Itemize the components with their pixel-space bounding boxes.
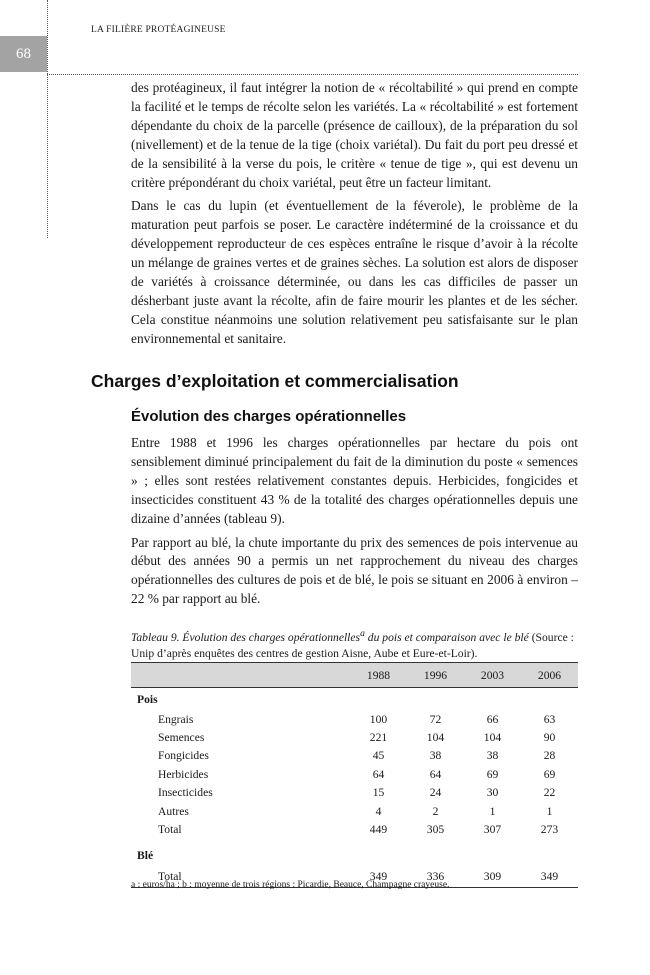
- table-cell: 305: [426, 823, 445, 837]
- table-row: [131, 747, 578, 765]
- column-header: 2003: [464, 663, 521, 688]
- table-cell: 1: [489, 804, 496, 818]
- table-row: [131, 784, 578, 802]
- table-row: [131, 728, 578, 746]
- table-cell: 63: [543, 712, 556, 726]
- intro-text: [131, 79, 578, 354]
- table-cell: 349: [350, 867, 407, 888]
- table-cell: 349: [521, 867, 578, 888]
- group-label: Pois: [137, 692, 158, 706]
- caption-source: (Source : Unip d’après enquêtes des centres de gestion Aisne, Aube et Eure-et-Loir).: [131, 630, 574, 660]
- subsection-title: Évolution des charges opérationnelles: [131, 408, 407, 425]
- table-row: [131, 710, 578, 728]
- row-label: Herbicides: [158, 767, 209, 781]
- table-cell: 22: [543, 786, 556, 800]
- running-header: LA FILIÈRE PROTÉAGINEUSE: [91, 25, 226, 35]
- table-cell: 64: [429, 767, 442, 781]
- table-cell: 15: [372, 786, 385, 800]
- table-cell: 66: [486, 712, 499, 726]
- row-label: Total: [131, 867, 350, 888]
- row-label: Insecticides: [158, 786, 213, 800]
- row-label: Autres: [158, 804, 189, 818]
- table-cell: 2: [432, 804, 439, 818]
- caption-title: Tableau 9. Évolution des charges opérationnelles$^a$ du pois et comparaison avec le blé: [131, 628, 529, 644]
- table-cell: 273: [540, 823, 559, 837]
- row-label: Semences: [158, 731, 205, 745]
- table-cell: 30: [486, 786, 499, 800]
- header-dotted-rule: [47, 74, 578, 75]
- paragraph: des protéagineux, il faut intégrer la notion de « récoltabilité » qui prend en compte la facilité et le temps de récolte selon les variétés. La « récoltabilité » est fortement dépendante du choix de la parcelle (présence de cailloux), de la préparation du sol (nivellement) et de la tenue de la tige (choix variétal). Du fait du port peu dressé et de la sensibilité à la verse du pois, le critère « tenue de tige », qui est devenu un critère prépondérant du choix variétal, peut être un facteur limitant.: [131, 80, 578, 190]
- margin-dotted-vertical: [47, 0, 48, 238]
- table-cell: 307: [483, 823, 502, 837]
- column-header: 1996: [407, 663, 464, 688]
- table-header-row: [131, 663, 578, 688]
- charges-table: [131, 662, 578, 888]
- row-label: Total: [158, 823, 182, 837]
- table-cell: 309: [464, 867, 521, 888]
- table-cell: 38: [486, 749, 499, 763]
- paragraph: Par rapport au blé, la chute importante du prix des semences de pois intervenue au début des années 90 a permis un net rapprochement du niveau des charges opérationnelles des cultures de pois et de blé, le pois se situant en 2006 à environ – 22 % par rapport au blé.: [131, 534, 578, 607]
- table-cell: 64: [372, 767, 385, 781]
- table-row: [131, 802, 578, 820]
- table-cell: 449: [369, 823, 388, 837]
- table-cell: 90: [543, 731, 556, 745]
- column-header: 2006: [521, 663, 578, 688]
- caption-superscript: a: [360, 628, 365, 639]
- table-cell: 24: [429, 786, 442, 800]
- page-number: 68: [0, 36, 47, 72]
- column-header: 1988: [350, 663, 407, 688]
- table-cell: 69: [486, 767, 499, 781]
- table-cell: 1: [546, 804, 553, 818]
- section-text: [131, 434, 578, 614]
- section-title: Charges d’exploitation et commercialisation: [91, 371, 459, 391]
- table-cell: 100: [369, 712, 388, 726]
- table-cell: 221: [369, 731, 388, 745]
- table-cell: 45: [372, 749, 385, 763]
- table-row: [131, 820, 578, 838]
- group-row: [131, 688, 578, 711]
- table-cell: 28: [543, 749, 556, 763]
- paragraph: Entre 1988 et 1996 les charges opérationnelles par hectare du pois ont sensiblement diminué principalement du fait de la diminution du poste « semences » ; elles sont restées relativement constantes depuis. Herbicides, fongicides et insecticides constituent 43 % de la totalité des charges opérationnelles depuis une dizaine d’années (tableau 9).: [131, 435, 578, 526]
- row-label: Fongicides: [158, 749, 209, 763]
- table-row: [131, 765, 578, 783]
- table-cell: 104: [426, 731, 445, 745]
- table-cell: 69: [543, 767, 556, 781]
- table-cell: 104: [483, 731, 502, 745]
- table-cell: 38: [429, 749, 442, 763]
- table-caption: [131, 626, 578, 662]
- row-label: Engrais: [158, 712, 194, 726]
- paragraph: Dans le cas du lupin (et éventuellement de la féverole), le problème de la maturation peut parfois se poser. Le caractère indéterminé de la croissance et du développement reproducteur de ces espèces entraîne le risque d’avoir à la récolte un mélange de graines vertes et de graines sèches. La solution est alors de disposer de variétés à croissance déterminée, ou dans les cas difficiles de passer un désherbant juste avant la récolte, afin de faire mourir les plantes et de les sécher. Cela constitue néanmoins une solution relativement peu satisfaisante sur le plan environnemental et sanitaire.: [131, 198, 578, 346]
- table-footnote: a : euros/ha ; b : moyenne de trois régions : Picardie, Beauce, Champagne crayeuse.: [131, 880, 450, 890]
- group-row: [131, 845, 578, 867]
- group-label: Blé: [137, 849, 154, 863]
- table-cell: 72: [429, 712, 442, 726]
- table-cell: 4: [375, 804, 382, 818]
- table-cell: 336: [407, 867, 464, 888]
